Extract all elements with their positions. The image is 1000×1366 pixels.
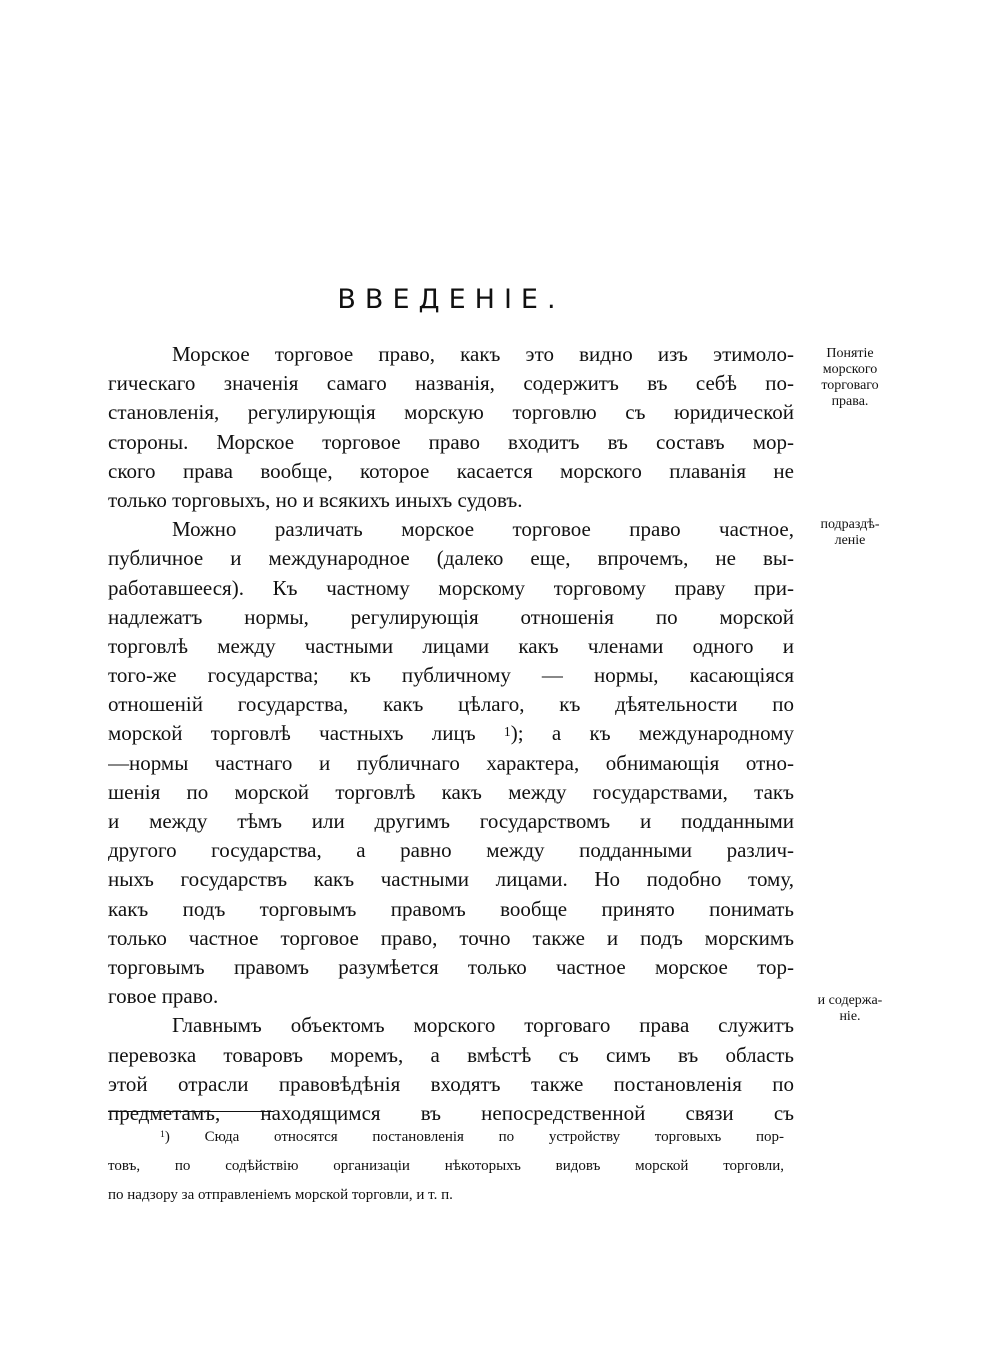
footnote-number: 1 — [160, 1129, 165, 1141]
text-line: и между тѣмъ или другимъ государствомъ и подданными — [108, 809, 794, 833]
text-line: другого государства, а равно между подданными различ- — [108, 838, 794, 863]
text-line: шенія по морской торговлѣ какъ между государствами, такъ — [108, 779, 794, 804]
text-line: надлежатъ нормы, регулирующія отношенія по морской — [108, 604, 794, 629]
text-line: какъ подъ торговымъ правомъ вообще принято понимать — [108, 896, 794, 921]
text-line: стороны. Морское торговое право входитъ въ составъ мор- — [108, 429, 794, 454]
text-fragment: ); а къ международному — [510, 721, 794, 746]
margin-note-line: ніе. — [839, 1009, 861, 1024]
text-line: торговлѣ между частными лицами какъ членами одного и — [108, 633, 794, 658]
margin-note-content — [800, 993, 900, 1025]
text-line: отношеній государства, какъ цѣлаго, къ дѣятельности по — [108, 692, 794, 717]
text-line: говое право. — [108, 984, 219, 1009]
margin-note-line: и содержа- — [817, 993, 883, 1008]
footnote-line — [108, 1125, 784, 1154]
paragraph-concept — [108, 340, 794, 515]
margin-note-line: леніе — [834, 533, 866, 548]
text-line: ского права вообще, которое касается морского плаванія не — [108, 458, 794, 483]
text-line: Морское торговое право, какъ это видно изъ этимоло- — [172, 342, 794, 366]
text-fragment: ) Сюда относятся постановленія по устройству торговыхъ пор- — [164, 1129, 784, 1145]
footnote-line: по надзору за отправленіемъ морской торговли, и т. п. — [108, 1187, 453, 1204]
footnote — [108, 1125, 784, 1213]
paragraph-subdivision — [108, 515, 794, 1011]
text-line: ныхъ государствъ какъ частными лицами. Но подобно тому, — [108, 867, 794, 892]
margin-note-line: права. — [831, 394, 869, 409]
page-title: ВВЕДЕНІЕ. — [337, 284, 565, 315]
margin-note-concept — [800, 346, 900, 410]
text-line: публичное и международное (далеко еще, впрочемъ, не вы- — [108, 546, 794, 571]
text-line-with-footnote — [108, 719, 794, 748]
text-line: Главнымъ объектомъ морского торговаго права служитъ — [172, 1013, 794, 1038]
text-line: только частное торговое право, точно также и подъ морскимъ — [108, 925, 794, 950]
text-line: Можно различать морское торговое право частное, — [172, 517, 794, 542]
text-line: того-же государства; къ публичному — нормы, касающіяся — [108, 663, 794, 688]
margin-note-line: подраздѣ- — [820, 517, 880, 532]
text-line: —нормы частнаго и публичнаго характера, обнимающія отно- — [108, 750, 794, 775]
text-line: работавшееся). Къ частному морскому торговому праву при- — [108, 575, 794, 600]
text-line: торговымъ правомъ разумѣется только частное морское тор- — [108, 954, 794, 979]
margin-note-line: Понятіе — [826, 346, 874, 361]
footnote-divider — [108, 1111, 274, 1112]
text-line: становленія, регулирующія морскую торговлю съ юридической — [108, 400, 794, 425]
margin-note-line: морского — [822, 362, 878, 377]
margin-note-line: торговаго — [821, 378, 879, 393]
text-fragment: морской торговлѣ частныхъ лицъ — [108, 721, 476, 746]
text-line: гическаго значенія самаго названія, содержитъ въ себѣ по- — [108, 371, 794, 396]
footnote-reference[interactable]: 1 — [503, 723, 511, 739]
main-text — [108, 340, 794, 1128]
footnote-line: товъ, по содѣйствію организаціи нѣкоторыхъ видовъ морской торговли, — [108, 1158, 784, 1175]
text-line: предметамъ, находящимся въ непосредственной связи съ — [108, 1100, 794, 1125]
margin-note-subdivision — [800, 517, 900, 549]
text-line: этой отрасли правовѣдѣнія входятъ также постановленія по — [108, 1071, 794, 1096]
text-line: перевозка товаровъ моремъ, а вмѣстѣ съ симъ въ область — [108, 1042, 794, 1067]
text-line: только торговыхъ, но и всякихъ иныхъ судовъ. — [108, 487, 523, 512]
